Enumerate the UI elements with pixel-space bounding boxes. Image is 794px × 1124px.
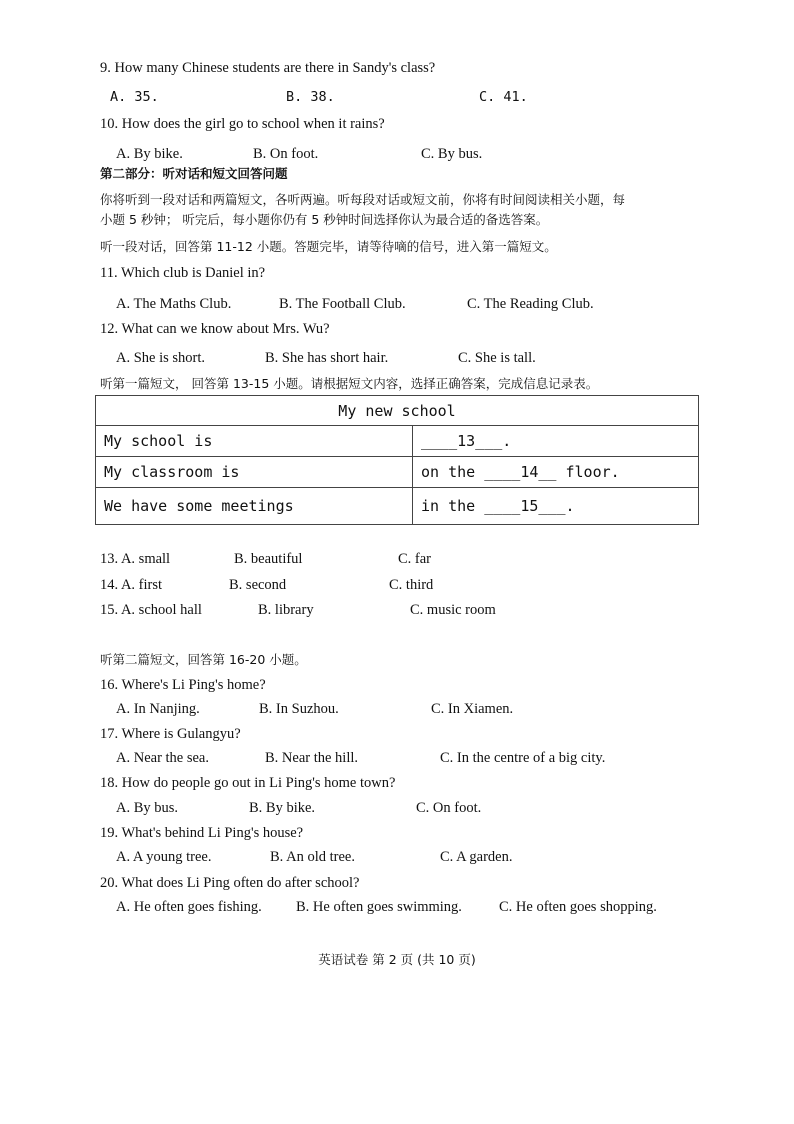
q17-option-b: B. Near the hill. [265, 750, 359, 766]
q10-option-b: B. On foot. [253, 146, 319, 162]
passage2-intro: 听第二篇短文，回答第 16-20 小题。 [100, 652, 307, 667]
q19-option-c: C. A garden. [440, 849, 513, 865]
q16-option-a: A. In Nanjing. [116, 701, 200, 717]
q14-option-b: B. second [229, 577, 287, 593]
table-cell-blank: ____13___. [413, 426, 699, 457]
q13-option-c: C. far [398, 551, 432, 567]
q16-option-b: B. In Suzhou. [259, 701, 339, 717]
dialog-intro: 听一段对话，回答第 11-12 小题。答题完毕，请等待嘀的信号，进入第一篇短文。 [100, 239, 557, 254]
q14-option-a: 14. A. first [100, 577, 163, 593]
page-footer: 英语试卷 第 2 页 (共 10 页) [318, 952, 476, 967]
question-9: 9. How many Chinese students are there in Sandy's class? [100, 60, 436, 76]
table-cell-label: My classroom is [96, 457, 413, 488]
question-18: 18. How do people go out in Li Ping's home town? [100, 775, 396, 791]
q20-option-b: B. He often goes swimming. [296, 899, 462, 915]
q9-option-b: B. 38. [286, 89, 335, 105]
q15-option-c: C. music room [410, 602, 496, 618]
table-cell-blank: on the ____14__ floor. [413, 457, 699, 488]
q19-option-b: B. An old tree. [270, 849, 355, 865]
table-cell-label: We have some meetings [96, 488, 413, 525]
question-20: 20. What does Li Ping often do after school? [100, 875, 360, 891]
q13-option-b: B. beautiful [234, 551, 303, 567]
section2-instructions-line2: 小题 5 秒钟； 听完后，每小题你仍有 5 秒钟时间选择你认为最合适的备选答案。 [100, 212, 549, 227]
q14-option-c: C. third [389, 577, 434, 593]
table-row [96, 426, 699, 457]
q17-option-a: A. Near the sea. [116, 750, 209, 766]
table-row [96, 488, 699, 525]
q15-option-a: 15. A. school hall [100, 602, 202, 618]
q15-option-b: B. library [258, 602, 314, 618]
table-cell-blank: in the ____15___. [413, 488, 699, 525]
q18-option-c: C. On foot. [416, 800, 482, 816]
question-16: 16. Where's Li Ping's home? [100, 677, 266, 693]
q12-option-b: B. She has short hair. [265, 350, 389, 366]
q20-option-a: A. He often goes fishing. [116, 899, 262, 915]
table-title: My new school [96, 396, 699, 426]
q12-option-c: C. She is tall. [458, 350, 536, 366]
q11-option-b: B. The Football Club. [279, 296, 406, 312]
q10-option-c: C. By bus. [421, 146, 483, 162]
q12-option-a: A. She is short. [116, 350, 206, 366]
table-cell-label: My school is [96, 426, 413, 457]
q19-option-a: A. A young tree. [116, 849, 212, 865]
passage1-intro: 听第一篇短文， 回答第 13-15 小题。请根据短文内容，选择正确答案，完成信息记录表。 [100, 376, 599, 391]
section2-heading: 第二部分：听对话和短文回答问题 [100, 166, 288, 181]
question-17: 17. Where is Gulangyu? [100, 726, 241, 742]
q20-option-c: C. He often goes shopping. [499, 899, 657, 915]
q18-option-b: B. By bike. [249, 800, 316, 816]
q9-option-a: A. 35. [110, 89, 159, 105]
q9-option-c: C. 41. [479, 89, 528, 105]
q11-option-a: A. The Maths Club. [116, 296, 232, 312]
table-row [96, 457, 699, 488]
question-19: 19. What's behind Li Ping's house? [100, 825, 304, 841]
section2-instructions-line1: 你将听到一段对话和两篇短文，各听两遍。听每段对话或短文前，你将有时间阅读相关小题，每 [100, 192, 626, 207]
q18-option-a: A. By bus. [116, 800, 179, 816]
question-12: 12. What can we know about Mrs. Wu? [100, 321, 330, 337]
table-title-row [96, 396, 699, 426]
info-table [95, 395, 699, 525]
q10-option-a: A. By bike. [116, 146, 183, 162]
q16-option-c: C. In Xiamen. [431, 701, 514, 717]
question-11: 11. Which club is Daniel in? [100, 265, 266, 281]
q17-option-c: C. In the centre of a big city. [440, 750, 606, 766]
q13-option-a: 13. A. small [100, 551, 171, 567]
question-10: 10. How does the girl go to school when it rains? [100, 116, 385, 132]
q11-option-c: C. The Reading Club. [467, 296, 594, 312]
